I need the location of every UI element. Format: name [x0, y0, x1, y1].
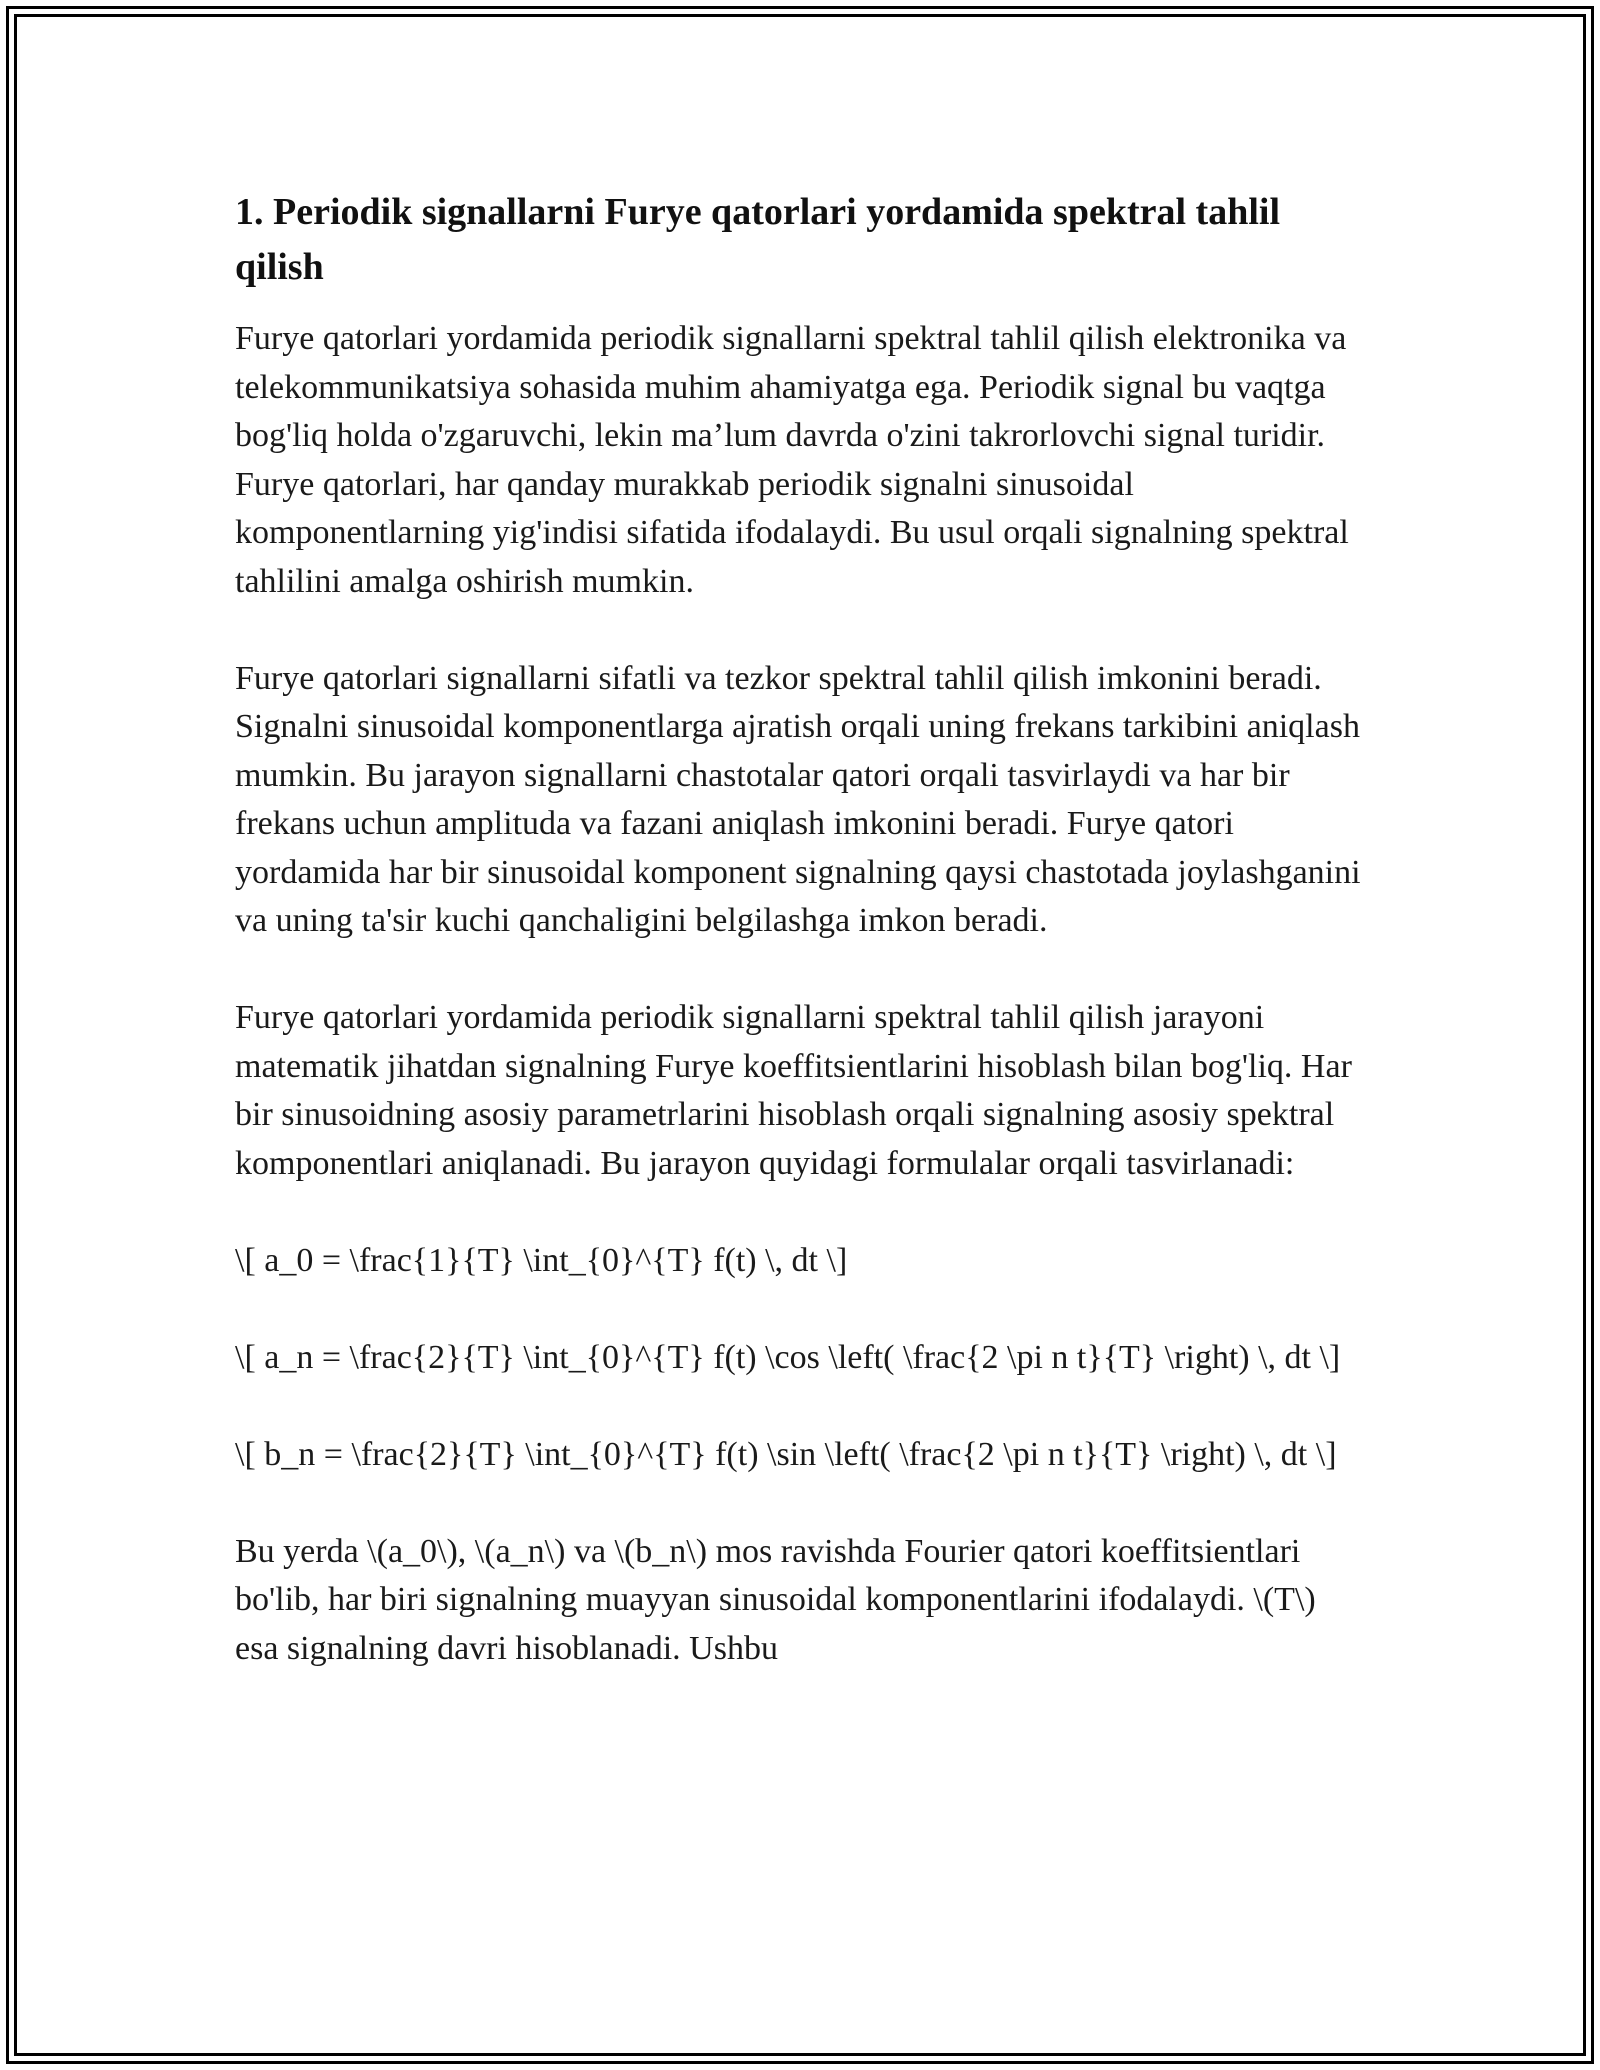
section-title: 1. Periodik signallarni Furye qatorlari yordamida spektral tahlil qilish [235, 191, 1280, 288]
document-body [235, 185, 1365, 1722]
paragraph-explanation: Bu yerda \(a_0\), \(a_n\) va \(b_n\) mos ravishda Fourier qatori koeffitsientlari bo'lib, har biri signalning muayyan sinusoidal komponentlarini ifodalaydi. \(T\) esa signalning davri hisoblanadi. Ushbu [235, 1532, 1316, 1667]
paragraph-coefficients: Furye qatorlari yordamida periodik signallarni spektral tahlil qilish jarayoni matematik jihatdan signalning Furye koeffitsientlarini hisoblash bilan bog'liq. Har bir sinusoidning asosiy parametrlarini hisoblash orqali signalning asosiy spektral komponentlari aniqlanadi. Bu jarayon quyidagi formulalar orqali tasvirlanadi: [235, 999, 1352, 1182]
formula-a0: \[ a_0 = \frac{1}{T} \int_{0}^{T} f(t) \, dt \] [235, 1241, 848, 1279]
formula-an: \[ a_n = \frac{2}{T} \int_{0}^{T} f(t) \cos \left( \frac{2 \pi n t}{T} \right) \, dt \] [235, 1338, 1341, 1376]
paragraph-intro: Furye qatorlari yordamida periodik signallarni spektral tahlil qilish elektronika va telekommunikatsiya sohasida muhim ahamiyatga ega. Periodik signal bu vaqtga bog'liq holda o'zgaruvchi, lekin ma’lum davrda o'zini takrorlovchi signal turidir. Furye qatorlari, har qanday murakkab periodik signalni sinusoidal komponentlarning yig'indisi sifatida ifodalaydi. Bu usul orqali signalning spektral tahlilini amalga oshirish mumkin. [235, 320, 1349, 600]
paragraph-spectral-analysis: Furye qatorlari signallarni sifatli va tezkor spektral tahlil qilish imkonini beradi. Signalni sinusoidal komponentlarga ajratish orqali uning frekans tarkibini aniqlash mumkin. Bu jarayon signallarni chastotalar qatori orqali tasvirlaydi va har bir frekans uchun amplituda va fazani aniqlash imkonini beradi. Furye qatori yordamida har bir sinusoidal komponent signalning qaysi chastotada joylashganini va uning ta'sir kuchi qanchaligini belgilashga imkon beradi. [235, 659, 1361, 939]
formula-bn: \[ b_n = \frac{2}{T} \int_{0}^{T} f(t) \sin \left( \frac{2 \pi n t}{T} \right) \, dt \] [235, 1435, 1337, 1473]
